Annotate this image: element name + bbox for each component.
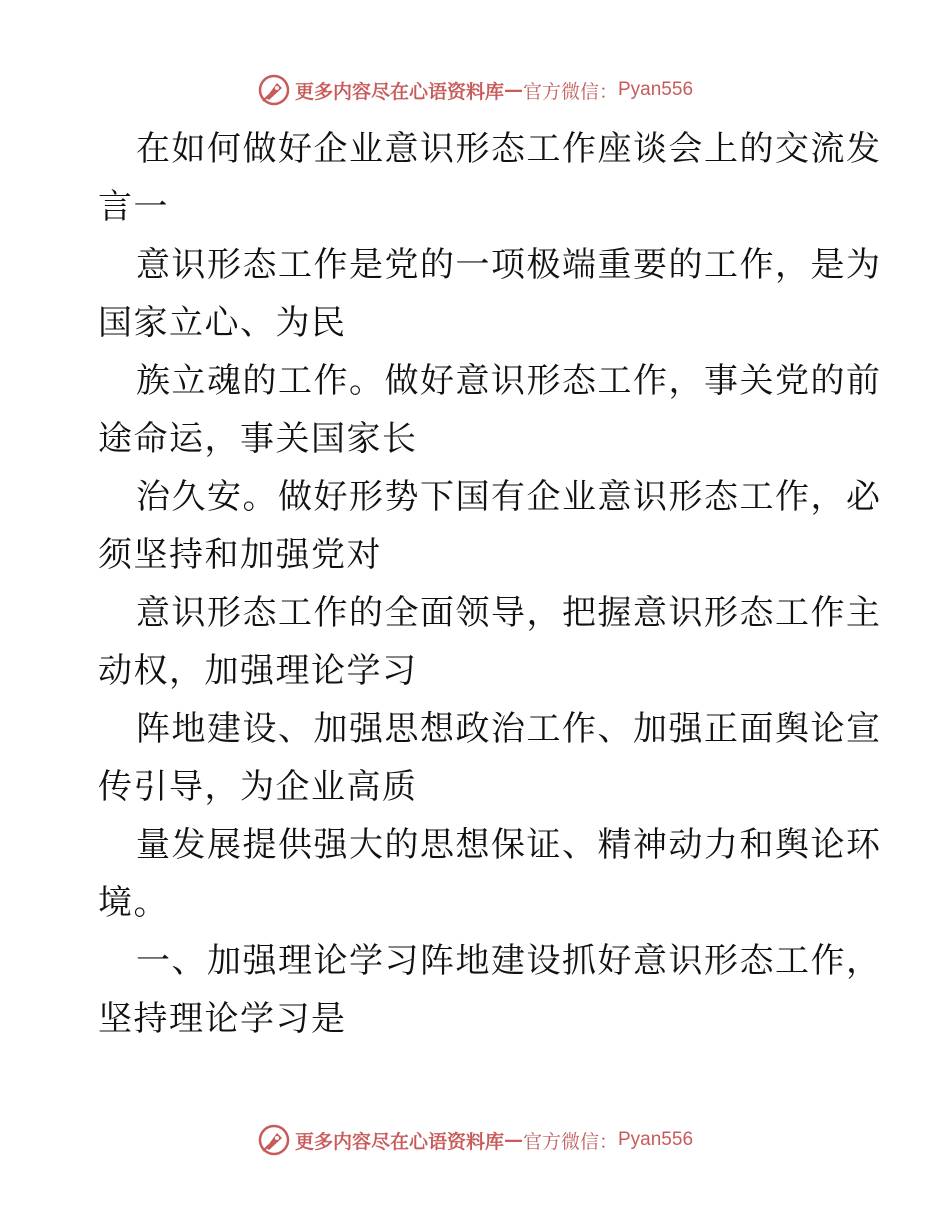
text-line: 量发展提供强大的思想保证、精神动力和舆论环 bbox=[136, 825, 882, 865]
footer-watermark bbox=[0, 1120, 950, 1160]
watermark-wechat-label: 官方微信： bbox=[522, 1130, 618, 1153]
pen-nib-logo-icon bbox=[257, 73, 291, 107]
header-watermark bbox=[0, 70, 950, 110]
text-line: 意识形态工作是党的一项极端重要的工作，是为 bbox=[136, 245, 882, 285]
watermark-dash: — bbox=[503, 1129, 523, 1151]
text-line: 在如何做好企业意识形态工作座谈会上的交流发 bbox=[136, 129, 882, 169]
text-line: 动权，加强理论学习 bbox=[98, 651, 418, 691]
watermark-site-text: 更多内容尽在心语资料库 bbox=[294, 80, 504, 103]
text-line: 治久安。做好形势下国有企业意识形态工作，必 bbox=[136, 477, 882, 517]
watermark-wechat-label: 官方微信： bbox=[522, 80, 618, 103]
text-line: 境。 bbox=[98, 883, 169, 923]
text-line: 途命运，事关国家长 bbox=[98, 419, 418, 459]
watermark-wechat-id: Pyan556 bbox=[618, 1129, 694, 1150]
text-line: 一、加强理论学习阵地建设抓好意识形态工作， bbox=[136, 941, 882, 981]
text-line: 言一 bbox=[98, 187, 169, 227]
text-line: 族立魂的工作。做好意识形态工作，事关党的前 bbox=[136, 361, 882, 401]
document-body bbox=[98, 120, 882, 1048]
text-line: 传引导，为企业高质 bbox=[98, 767, 418, 807]
watermark-wechat-id: Pyan556 bbox=[618, 79, 694, 100]
text-line: 须坚持和加强党对 bbox=[98, 535, 382, 575]
text-line: 国家立心、为民 bbox=[98, 303, 347, 343]
watermark-site-text: 更多内容尽在心语资料库 bbox=[294, 1130, 504, 1153]
text-line: 意识形态工作的全面领导，把握意识形态工作主 bbox=[136, 593, 882, 633]
text-line: 坚持理论学习是 bbox=[98, 999, 347, 1039]
pen-nib-logo-icon bbox=[257, 1123, 291, 1157]
watermark-dash: — bbox=[503, 79, 523, 101]
text-line: 阵地建设、加强思想政治工作、加强正面舆论宣 bbox=[136, 709, 882, 749]
